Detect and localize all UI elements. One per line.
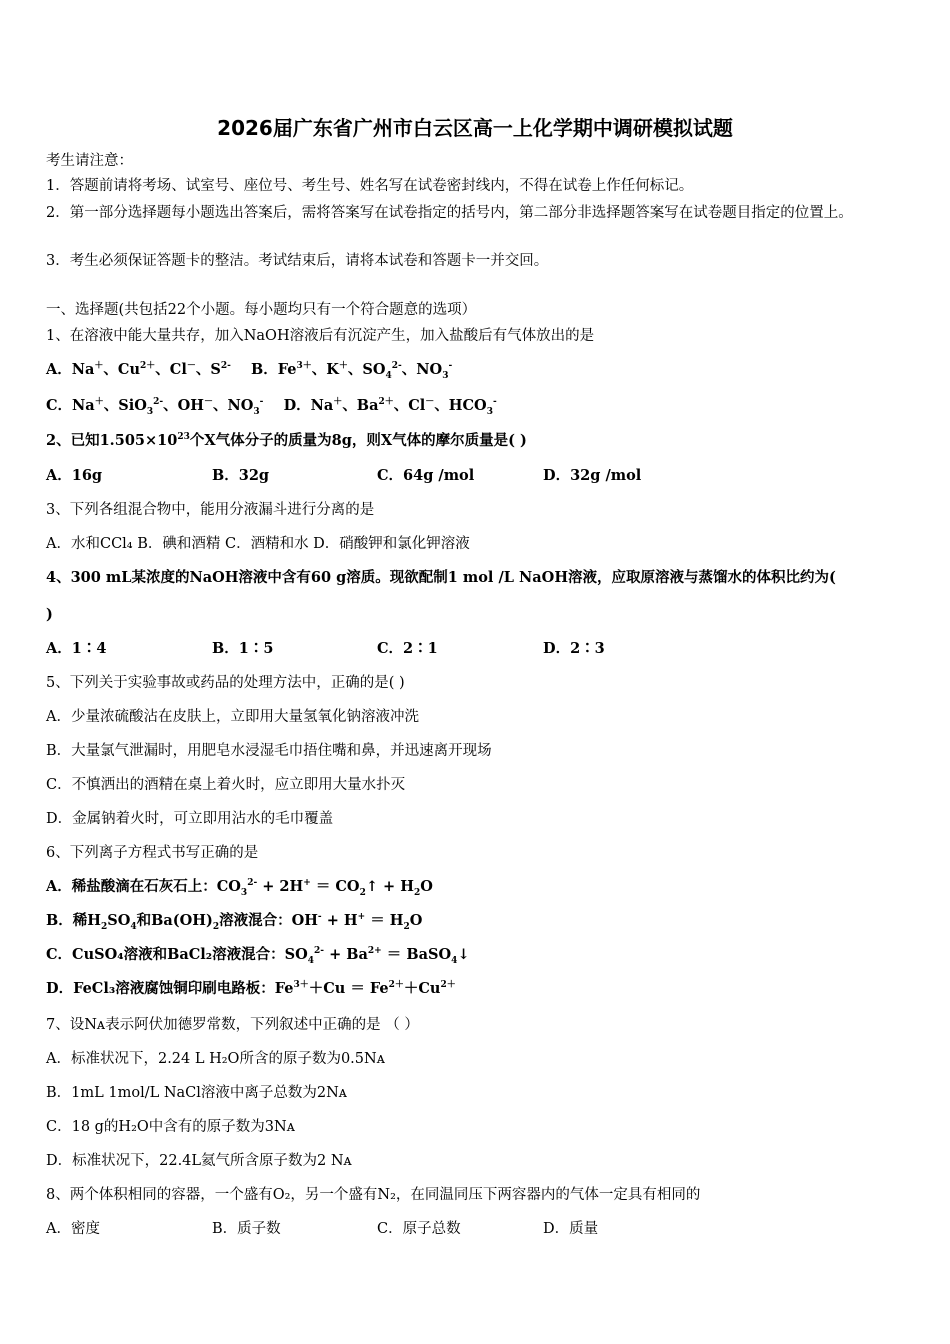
option-b: B．质子数 — [212, 1221, 281, 1237]
question-6-option-c: C．CuSO₄溶液和BaCl₂溶液混合：$SO_4^{2-} + Ba^{2+}$ ＝ BaSO$_4$↓ — [46, 946, 470, 966]
notice-item-3: 3．考生必须保证答题卡的整洁。考试结束后，请将本试卷和答题卡一并交回。 — [46, 253, 549, 269]
question-7-stem: 7、设Nᴀ表示阿伏加德罗常数，下列叙述中正确的是 （ ） — [46, 1017, 419, 1033]
option-c: C．64g /mol — [377, 467, 475, 484]
question-7-option-b: B．1mL 1mol/L NaCl溶液中离子总数为2Nᴀ — [46, 1085, 348, 1101]
option-a: A．密度 — [46, 1221, 100, 1237]
question-4-stem: 4、300 mL某浓度的NaOH溶液中含有60 g溶质。现欲配制1 mol /L NaOH溶液，应取原溶液与蒸馏水的体积比约为( — [46, 569, 836, 586]
question-1-stem: 1、在溶液中能大量共存，加入NaOH溶液后有沉淀产生，加入盐酸后有气体放出的是 — [46, 328, 595, 344]
question-6-option-a: A．稀盐酸滴在石灰石上：$CO_3^{2-} + 2H^+$ ＝ $CO_2↑ + H_2O$ — [46, 878, 433, 898]
option-d: D．质量 — [543, 1221, 599, 1237]
question-3-stem: 3、下列各组混合物中，能用分液漏斗进行分离的是 — [46, 502, 375, 518]
question-2-stem: 2、已知$1.505\times 10^{23}$个X气体分子的质量为8g，则X气体的摩尔质量是( ) — [46, 432, 527, 449]
notice-item-2: 2．第一部分选择题每小题选出答案后，需将答案写在试卷指定的括号内，第二部分非选择题答案写在试卷题目指定的位置上。 — [46, 205, 853, 221]
page-title: 2026届广东省广州市白云区高一上化学期中调研模拟试题 — [217, 116, 733, 140]
section-heading: 一、选择题(共包括22个小题。每小题均只有一个符合题意的选项） — [46, 302, 477, 318]
option-b: B．32g — [212, 467, 270, 484]
question-1-options-cd: C．Na＋、SiO$_3^{2-}$、OH－、$NO_3^-$ D．Na＋、$Ba^{2+}$、Cl－、$HCO_3^-$ — [46, 397, 497, 417]
question-6-stem: 6、下列离子方程式书写正确的是 — [46, 845, 259, 861]
question-5-option-d: D．金属钠着火时，可立即用沾水的毛巾覆盖 — [46, 811, 334, 827]
option-a: A．1∶4 — [46, 640, 107, 657]
option-c: C．2∶1 — [377, 640, 438, 657]
question-6-option-b: B．稀$H_2SO_4$和$Ba(OH)_2$溶液混合：$OH^- + H^+ = H_2O$ — [46, 912, 423, 932]
question-5-option-a: A．少量浓硫酸沾在皮肤上，立即用大量氢氧化钠溶液冲洗 — [46, 709, 419, 725]
question-7-option-a: A．标准状况下，2.24 L H₂O所含的原子数为0.5Nᴀ — [46, 1051, 385, 1067]
question-8-stem: 8、两个体积相同的容器，一个盛有O₂，另一个盛有N₂，在同温同压下两容器内的气体一定具有相同的 — [46, 1187, 701, 1203]
question-5-stem: 5、下列关于实验事故或药品的处理方法中，正确的是( ) — [46, 675, 405, 691]
option-d: D．32g /mol — [543, 467, 642, 484]
question-7-option-c: C．18 g的H₂O中含有的原子数为3Nᴀ — [46, 1119, 295, 1135]
question-7-option-d: D．标准状况下，22.4L氦气所含原子数为2 Nᴀ — [46, 1153, 352, 1169]
notice-item-1: 1．答题前请将考场、试室号、座位号、考生号、姓名写在试卷密封线内，不得在试卷上作任何标记。 — [46, 178, 694, 194]
question-1-options-ab: A．Na＋、$Cu^{2+}$、Cl－、$S^{2-}$ B．$Fe^{3+}$、K＋、$SO_4^{2-}$、$NO_3^-$ — [46, 361, 453, 381]
question-5-option-c: C．不慎洒出的酒精在桌上着火时，应立即用大量水扑灭 — [46, 777, 406, 793]
question-3-options: A．水和CCl₄ B．碘和酒精 C．酒精和水 D．硝酸钾和氯化钾溶液 — [46, 536, 470, 552]
option-c: C．原子总数 — [377, 1221, 461, 1237]
option-b: B．1∶5 — [212, 640, 274, 657]
option-a: A．16g — [46, 467, 103, 484]
option-d: D．2∶3 — [543, 640, 605, 657]
question-5-option-b: B．大量氯气泄漏时，用肥皂水浸湿毛巾捂住嘴和鼻，并迅速离开现场 — [46, 743, 492, 759]
notice-heading: 考生请注意： — [46, 153, 133, 169]
question-6-option-d: D．FeCl₃溶液腐蚀铜印刷电路板：$Fe^{3+}+Cu = Fe^{2+}+Cu^{2+}$ — [46, 980, 456, 997]
question-4-stem-end: ) — [46, 606, 53, 623]
